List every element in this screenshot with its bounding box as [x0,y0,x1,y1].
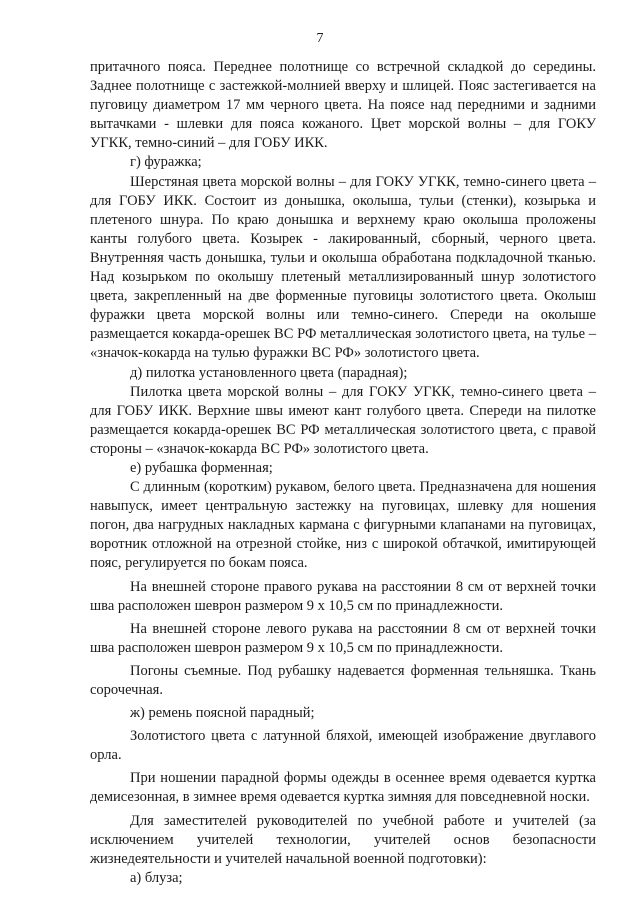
page-number: 7 [316,31,324,46]
document-body [90,58,596,888]
paragraph-skirt-description: притачного пояса. Переднее полотнище со встречной складкой до середины. Заднее полотнище с застежкой-молнией вверху и шлицей. Пояс застегивается на пуговицу диаметром 17 мм черного цвета. На поясе над передними и задними вытачками - шлевки для пояса кожаного. Цвет морской волны – для ГОКУ УГКК, темно-синий – для ГОБУ ИКК. [90,59,596,152]
paragraph-right-sleeve-chevron: На внешней стороне правого рукава на расстоянии 8 см от верхней точки шва расположен шеврон размером 9 х 10,5 см по принадлежности. [90,578,596,614]
paragraph-jackets: При ношении парадной формы одежды в осеннее время одевается куртка демисезонная, в зимнее время одевается куртка зимняя для повседневной носки. [90,770,596,806]
list-item-shirt-heading: е) рубашка форменная; [130,459,273,476]
list-item-belt-heading: ж) ремень поясной парадный; [130,705,315,722]
list-item-blouse-heading: а) блуза; [130,869,183,886]
paragraph-cap-description: Шерстяная цвета морской волны – для ГОКУ УГКК, темно-синего цвета – для ГОБУ ИКК. Состоит из донышка, околыша, тульи (стенки), козырька и плетеного шнура. По краю донышка и верхнему краю околыша проложены канты голубого цвета. Козырек - лакированный, сборный, черного цвета. Внутренняя часть донышка, тульи и околыша обработана подкладочной тканью. Над козырьком по околышу плетеный металлизированный шнур золотистого цвета, закрепленный на две форменные пуговицы золотистого цвета. Околыш фуражки цвета морской волны или темно-синего. Спереди на околыше размещается кокарда-орешек ВС РФ металлическая золотистого цвета, на тулье – «значок-кокарда на тулью фуражки ВС РФ» золотистого цвета. [90,173,596,362]
list-item-garrison-cap-heading: д) пилотка установленного цвета (парадная); [130,364,408,381]
paragraph-left-sleeve-chevron: На внешней стороне левого рукава на расстоянии 8 см от верхней точки шва расположен шеврон размером 9 х 10,5 см по принадлежности. [90,620,596,656]
paragraph-deputies-teachers: Для заместителей руководителей по учебной работе и учителей (за исключением учителей технологии, учителей основ безопасности жизнедеятельности и учителей начальной военной подготовки): [90,812,596,867]
paragraph-belt-description: Золотистого цвета с латунной бляхой, имеющей изображение двуглавого орла. [90,728,596,764]
paragraph-garrison-cap-description: Пилотка цвета морской волны – для ГОКУ УГКК, темно-синего цвета – для ГОБУ ИКК. Верхние швы имеют кант голубого цвета. Спереди на пилотке размещается кокарда-орешек ВС РФ металлическая золотистого цвета, с правой стороны – «значок-кокарда ВС РФ» золотистого цвета. [90,383,596,457]
paragraph-shoulder-boards: Погоны съемные. Под рубашку надевается форменная тельняшка. Ткань сорочечная. [90,662,596,698]
list-item-cap-heading: г) фуражка; [130,154,202,171]
paragraph-shirt-description: С длинным (коротким) рукавом, белого цвета. Предназначена для ношения навыпуск, имеет центральную застежку на пуговицах, шлевку для ношения погон, два нагрудных накладных кармана с фигурными клапанами на пуговицах, воротник отложной на отрезной стойке, низ с широкой обтачкой, имитирующей пояс, регулируется по бокам пояса. [90,479,596,572]
